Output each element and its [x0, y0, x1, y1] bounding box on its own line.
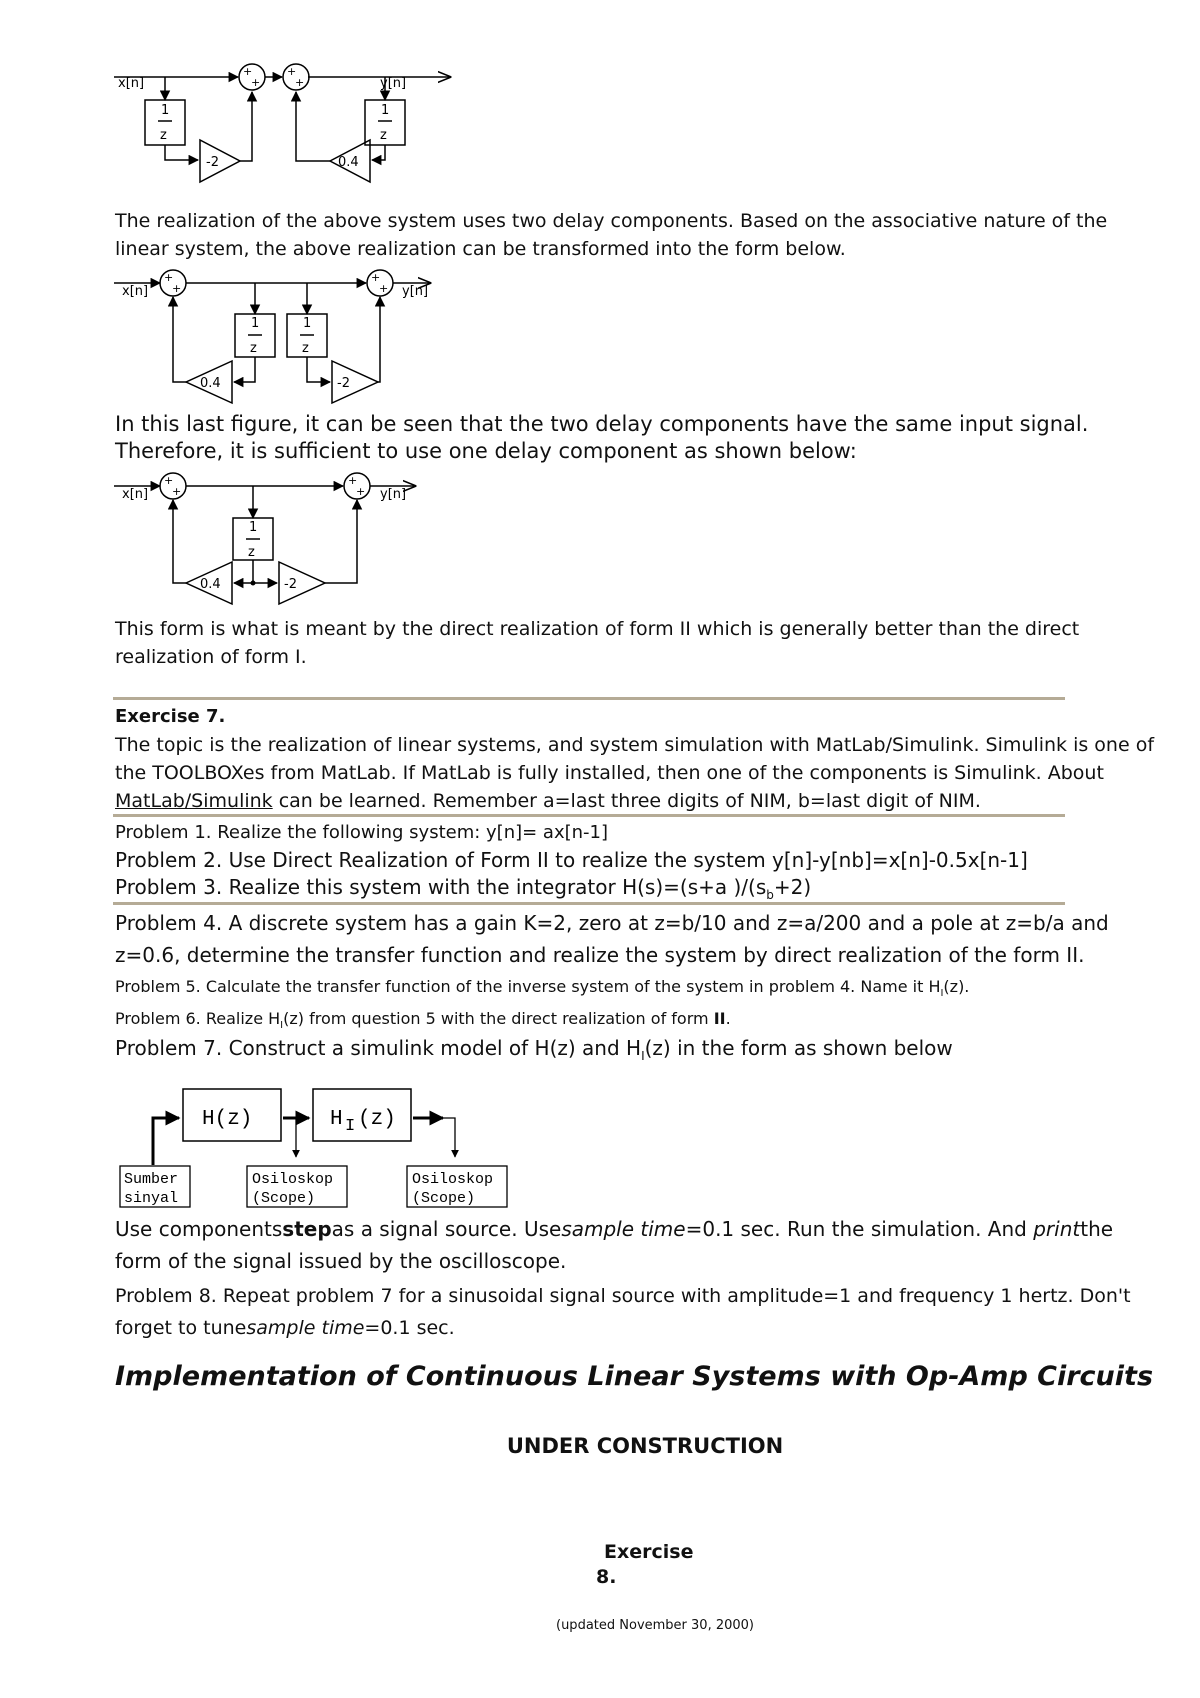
scope-label: (Scope) [252, 1190, 316, 1207]
source-label: sinyal [124, 1190, 179, 1207]
paragraph-same-input: In this last figure, it can be seen that the two delay components have the same input signal. Therefore, it is sufficient to use one delay component as shown below: [115, 412, 1089, 463]
diagram-direct-form-2 [110, 468, 430, 608]
gain-label: -2 [337, 376, 350, 391]
problem-4: Problem 4. A discrete system has a gain K=2, zero at z=b/10 and z=a/200 and a pole at z=b/a and z=0.6, determine the transfer function and realize the system by direct realization of the form II. [115, 911, 1109, 967]
intro-tail: can be learned. Remember a=last three digits of NIM, b=last digit of NIM. [278, 790, 981, 812]
text: the form of the signal issued by the oscilloscope. [115, 1217, 1114, 1273]
sample-time-term: sample time [246, 1317, 365, 1339]
plus-sign: + [356, 485, 366, 498]
divider [113, 902, 1065, 905]
exercise-8-label: Exercise [604, 1541, 694, 1563]
problem-8-text: Problem 8. Repeat problem 7 for a sinusoidal signal source with amplitude=1 and frequency 1 hertz. Don't forget to tune [115, 1285, 1131, 1339]
y-label: y[n] [380, 487, 407, 502]
paragraph-direct-form-2: This form is what is meant by the direct realization of form II which is generally better than the direct realization of form I. [115, 618, 1080, 668]
problem-8-tail: =0.1 sec. [364, 1317, 455, 1339]
divider [113, 697, 1065, 700]
under-construction: UNDER CONSTRUCTION [506, 1434, 784, 1458]
problem-1: Problem 1. Realize the following system: y[n]= ax[n-1] [115, 822, 609, 843]
delay-numerator: 1 [251, 316, 260, 331]
exercise-8-number: 8. [596, 1566, 617, 1588]
problem-6-mid: (z) from question 5 with the direct realization of form [283, 1009, 714, 1028]
block-hi-label: H [330, 1108, 343, 1131]
plus-sign: + [164, 474, 174, 487]
gain-label: -2 [206, 155, 219, 170]
gain-label: 0.4 [200, 376, 221, 391]
diagram-transformed-form [110, 265, 490, 405]
plus-sign: + [251, 76, 261, 89]
simulink-model-diagram [115, 1085, 515, 1210]
form-label: II [713, 1009, 726, 1028]
print-term: print [1033, 1217, 1081, 1241]
delay-numerator: 1 [249, 520, 258, 535]
problem-2: Problem 2. Use Direct Realization of Form II to realize the system y[n]-y[nb]=x[n]-0.5x[n-1] [115, 848, 1028, 872]
y-label: y[n] [402, 284, 429, 299]
text: as a signal source. Use [331, 1217, 562, 1241]
paragraph-realization: The realization of the above system uses two delay components. Based on the associative nature of the linear system, the above realization can be transformed into the form below. [115, 210, 1108, 260]
delay-denominator: z [380, 128, 387, 143]
updated-date: (updated November 30, 2000) [556, 1618, 754, 1633]
delay-denominator: z [302, 341, 309, 356]
x-label: x[n] [118, 76, 145, 91]
problem-6-text: Problem 6. Realize H [115, 1009, 281, 1028]
delay-numerator: 1 [381, 103, 390, 118]
delay-denominator: z [250, 341, 257, 356]
plus-sign: + [379, 282, 389, 295]
subscript: b [766, 888, 774, 902]
x-label: x[n] [122, 487, 149, 502]
use-components-paragraph [115, 1213, 1155, 1277]
x-label: x[n] [122, 284, 149, 299]
source-label: Sumber [124, 1171, 179, 1188]
scope-label: (Scope) [412, 1190, 476, 1207]
scope-label: Osiloskop [252, 1171, 334, 1188]
section-title: Implementation of Continuous Linear Systems with Op-Amp Circuits [115, 1361, 1154, 1392]
problem-7 [115, 1034, 1155, 1070]
problem-7-text: Problem 7. Construct a simulink model of H(z) and H [115, 1036, 642, 1060]
delay-numerator: 1 [303, 316, 312, 331]
problem-3-tail: +2) [773, 875, 812, 899]
gain-label: -2 [284, 577, 297, 592]
plus-sign: + [371, 271, 381, 284]
text: =0.1 sec. Run the simulation. And [685, 1217, 1027, 1241]
plus-sign: + [164, 271, 174, 284]
subscript: I [940, 988, 944, 1000]
intro-text: The topic is the realization of linear systems, and system simulation with MatLab/Simulink. Simulink is one of the TOOLBOXes from MatLab. If MatLab is fully installed, then one of the components is Simulink. About [115, 734, 1155, 784]
delay-denominator: z [160, 128, 167, 143]
matlab-simulink-link[interactable]: MatLab/Simulink [115, 790, 273, 812]
problem-5-text: Problem 5. Calculate the transfer function of the inverse system of the system in problem 4. Name it H [115, 977, 941, 996]
plus-sign: + [172, 485, 182, 498]
plus-sign: + [348, 474, 358, 487]
subscript: I [641, 1049, 645, 1063]
delay-denominator: z [248, 545, 255, 560]
gain-label: 0.4 [200, 577, 221, 592]
problem-8 [115, 1280, 1155, 1344]
gain-label: 0.4 [338, 155, 359, 170]
divider [113, 814, 1065, 817]
step-keyword: step [282, 1217, 332, 1241]
problem-7-tail: (z) in the form as shown below [644, 1036, 953, 1060]
plus-sign: + [243, 65, 253, 78]
problem-5 [115, 973, 1155, 1008]
exercise-7-intro [115, 731, 1155, 815]
subscript: I [280, 1020, 284, 1032]
block-h-label: H(z) [202, 1108, 253, 1131]
block-hi-tail: (z) [358, 1108, 396, 1131]
sample-time-term: sample time [561, 1217, 686, 1241]
scope-label: Osiloskop [412, 1171, 494, 1188]
plus-sign: + [287, 65, 297, 78]
block-hi-subscript: I [345, 1117, 356, 1136]
period: . [725, 1009, 731, 1028]
plus-sign: + [172, 282, 182, 295]
delay-numerator: 1 [161, 103, 170, 118]
problem-5-tail: (z). [943, 977, 970, 996]
diagram-direct-form-1 [110, 55, 460, 205]
y-label: y[n] [380, 76, 407, 91]
exercise-7-title: Exercise 7. [115, 706, 226, 727]
plus-sign: + [295, 76, 305, 89]
problem-3-text: Problem 3. Realize this system with the integrator H(s)=(s+a )/(s [115, 875, 767, 899]
text: Use components [115, 1217, 283, 1241]
